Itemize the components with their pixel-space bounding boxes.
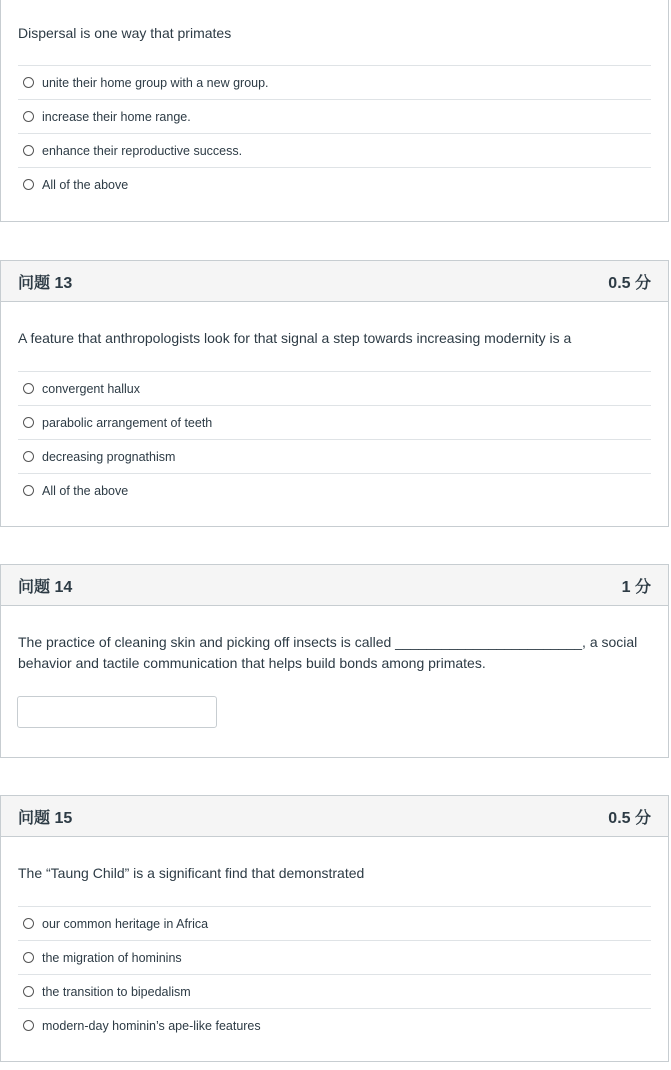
- answer-option[interactable]: [18, 99, 651, 133]
- radio-button[interactable]: [23, 111, 34, 122]
- answer-label: modern-day hominin’s ape-like features: [42, 1018, 261, 1033]
- answer-option[interactable]: [18, 371, 651, 405]
- answer-label: the transition to bipedalism: [42, 984, 191, 999]
- question-points: 1 分: [621, 578, 651, 596]
- question-12-answers: [18, 65, 651, 201]
- radio-button[interactable]: [23, 77, 34, 88]
- answer-option[interactable]: [18, 167, 651, 201]
- answer-label: enhance their reproductive success.: [42, 143, 243, 158]
- question-14-text-line-2: behavior and tactile communication that helps build bonds among primates.: [18, 655, 486, 671]
- answer-label: parabolic arrangement of teeth: [42, 415, 213, 430]
- question-14-header: [1, 565, 668, 606]
- answer-option[interactable]: [18, 439, 651, 473]
- radio-button[interactable]: [23, 952, 34, 963]
- radio-button[interactable]: [23, 1020, 34, 1031]
- question-14-card: [0, 564, 669, 758]
- question-points: 0.5 分: [608, 809, 651, 827]
- answer-option[interactable]: [18, 974, 651, 1008]
- radio-button[interactable]: [23, 918, 34, 929]
- answer-label: increase their home range.: [42, 109, 191, 124]
- question-13-text: A feature that anthropologists look for that signal a step towards increasing modernity is a: [18, 330, 572, 346]
- answer-label: All of the above: [42, 483, 129, 498]
- question-13-card: [0, 260, 669, 527]
- answer-option[interactable]: [18, 906, 651, 940]
- answer-option[interactable]: [18, 405, 651, 439]
- answer-label: our common heritage in Africa: [42, 916, 209, 931]
- answer-option[interactable]: [18, 940, 651, 974]
- answer-option[interactable]: [18, 1008, 651, 1042]
- answer-option[interactable]: [18, 133, 651, 167]
- radio-button[interactable]: [23, 179, 34, 190]
- answer-label: unite their home group with a new group.: [42, 75, 269, 90]
- question-points: 0.5 分: [608, 274, 651, 292]
- radio-button[interactable]: [23, 417, 34, 428]
- question-title: 问题 14: [18, 578, 73, 596]
- question-title: 问题 13: [18, 274, 73, 292]
- radio-button[interactable]: [23, 451, 34, 462]
- answer-label: convergent hallux: [42, 381, 140, 396]
- question-15-text: The “Taung Child” is a significant find that demonstrated: [18, 865, 365, 881]
- radio-button[interactable]: [23, 485, 34, 496]
- radio-button[interactable]: [23, 145, 34, 156]
- radio-button[interactable]: [23, 383, 34, 394]
- radio-button[interactable]: [23, 986, 34, 997]
- question-14-text: [18, 632, 638, 674]
- question-15-card: [0, 795, 669, 1062]
- answer-option[interactable]: [18, 65, 651, 99]
- question-12-text: Dispersal is one way that primates: [18, 25, 232, 41]
- answer-text-input[interactable]: [17, 696, 217, 728]
- question-13-header: [1, 261, 668, 302]
- answer-label: decreasing prognathism: [42, 449, 176, 464]
- question-15-header: [1, 796, 668, 837]
- question-15-answers: [18, 906, 651, 1042]
- answer-label: the migration of hominins: [42, 950, 182, 965]
- question-title: 问题 15: [18, 809, 73, 827]
- question-13-answers: [18, 371, 651, 507]
- answer-option[interactable]: [18, 473, 651, 507]
- question-14-text-line-1: The practice of cleaning skin and picking off insects is called ________________________, a social: [18, 634, 638, 650]
- answer-label: All of the above: [42, 177, 129, 192]
- question-12-card: [0, 0, 669, 222]
